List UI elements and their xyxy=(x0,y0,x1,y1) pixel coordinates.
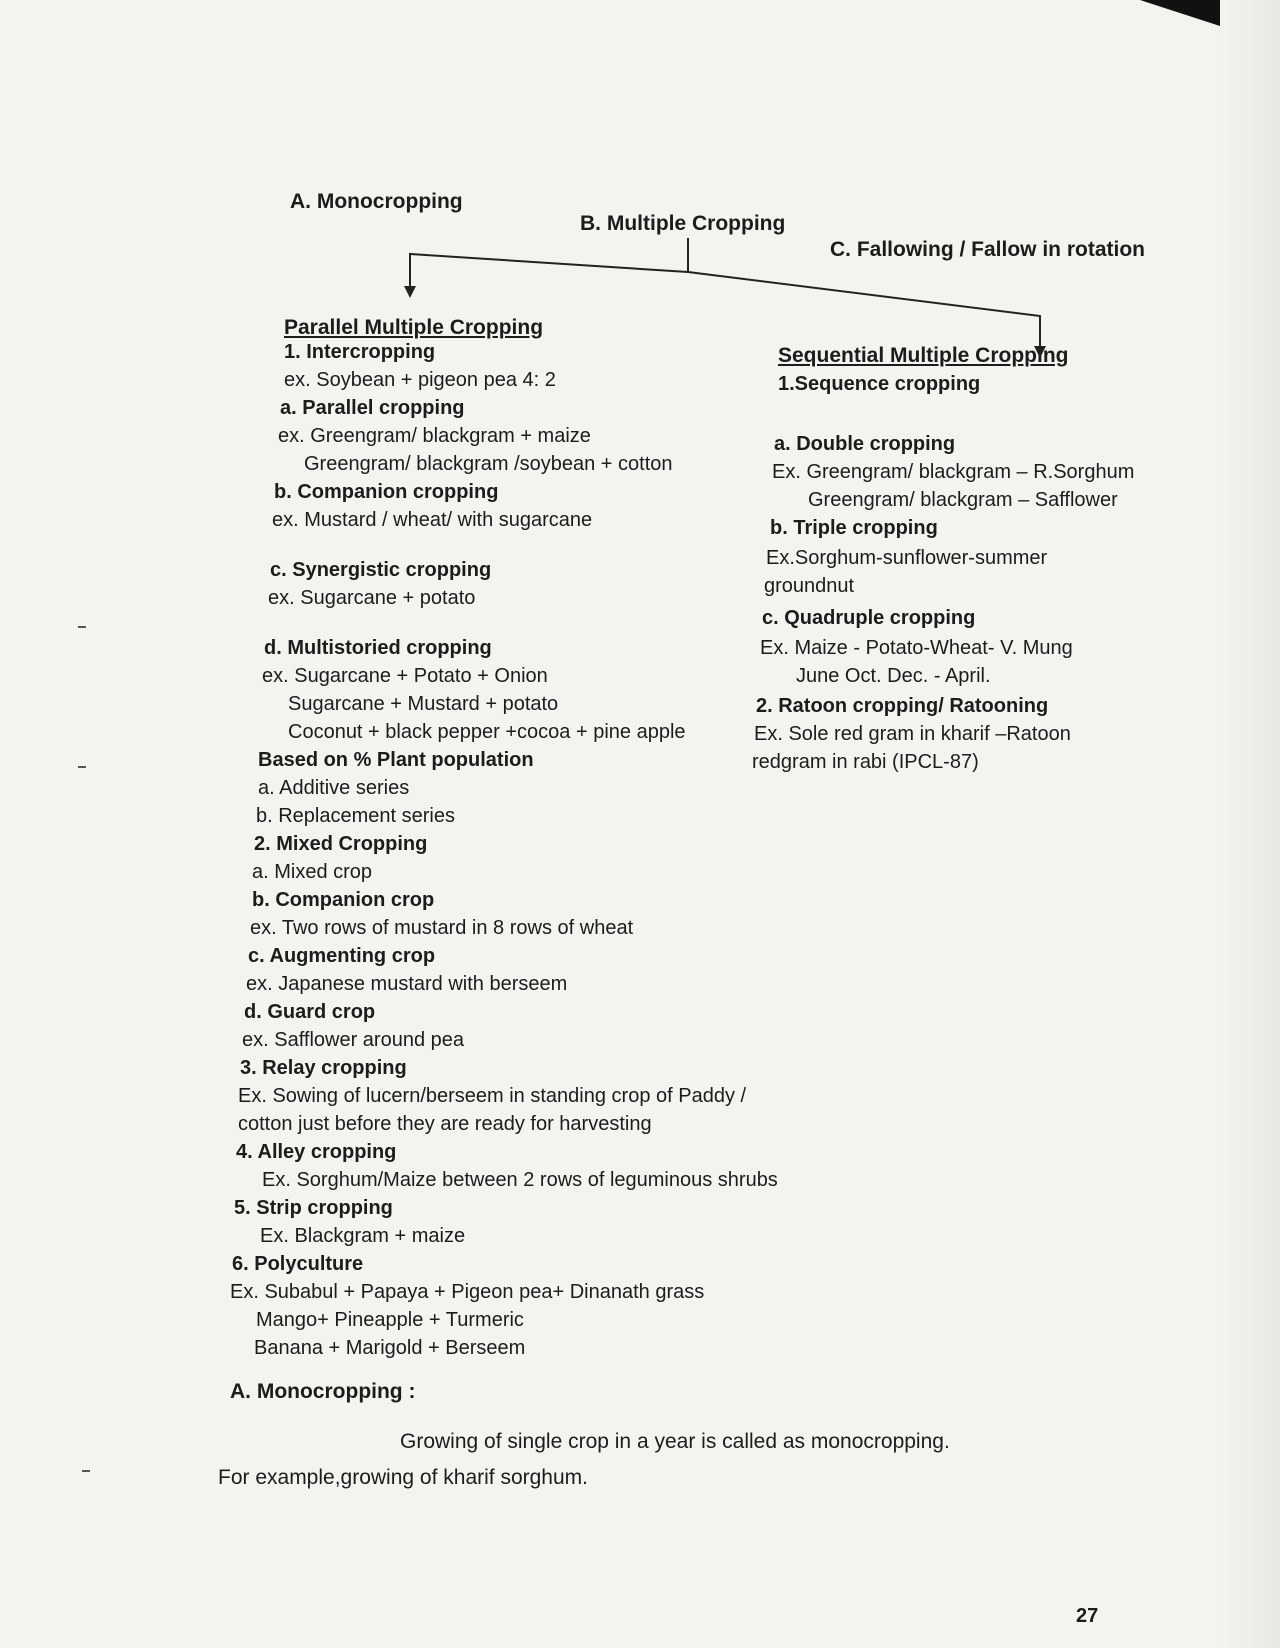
page-number: 27 xyxy=(1076,1605,1099,1627)
left-section-heading: 4. Alley cropping xyxy=(236,1141,397,1163)
left-section-heading: b. Companion cropping xyxy=(274,481,499,503)
margin-mark xyxy=(82,1470,90,1472)
left-example-line: Mango+ Pineapple + Turmeric xyxy=(256,1309,524,1331)
sequential-cropping-title: Sequential Multiple Cropping xyxy=(778,344,1069,367)
right-example-line: Ex. Sole red gram in kharif –Ratoon xyxy=(754,723,1071,745)
right-section-heading: a. Double cropping xyxy=(774,433,956,455)
left-example-line: Coconut + black pepper +cocoa + pine apple xyxy=(288,721,686,743)
left-section-heading: d. Guard crop xyxy=(244,1001,376,1023)
right-example-line: Greengram/ blackgram – Safflower xyxy=(808,489,1118,511)
right-example-line: groundnut xyxy=(764,575,855,597)
heading-multiple-cropping: B. Multiple Cropping xyxy=(580,212,786,235)
left-example-line: ex. Safflower around pea xyxy=(242,1029,465,1051)
left-example-line: Ex. Blackgram + maize xyxy=(260,1225,466,1247)
left-section-heading: c. Synergistic cropping xyxy=(270,559,492,581)
heading-fallowing: C. Fallowing / Fallow in rotation xyxy=(830,238,1145,261)
right-example-line: Ex. Greengram/ blackgram – R.Sorghum xyxy=(772,461,1135,483)
right-section-heading: c. Quadruple cropping xyxy=(762,607,976,629)
left-section-heading: a. Parallel cropping xyxy=(280,397,465,419)
left-section-heading: 6. Polyculture xyxy=(232,1253,364,1275)
left-example-line: ex. Soybean + pigeon pea 4: 2 xyxy=(284,369,556,391)
left-section-heading: d. Multistoried cropping xyxy=(264,637,492,659)
left-example-line: Ex. Sowing of lucern/berseem in standing crop of Paddy / xyxy=(238,1085,747,1107)
left-section-heading: c. Augmenting crop xyxy=(248,945,436,967)
left-example-line: b. Replacement series xyxy=(256,805,455,827)
right-example-line: Ex. Maize - Potato-Wheat- V. Mung xyxy=(760,637,1073,659)
left-example-line: a. Additive series xyxy=(258,777,410,799)
left-example-line: Sugarcane + Mustard + potato xyxy=(288,693,559,715)
left-example-line: ex. Mustard / wheat/ with sugarcane xyxy=(272,509,593,531)
left-section-heading: 1. Intercropping xyxy=(284,341,436,363)
right-section-heading: 2. Ratoon cropping/ Ratooning xyxy=(756,695,1049,717)
monocropping-example: For example,growing of kharif sorghum. xyxy=(218,1466,588,1489)
left-example-line: a. Mixed crop xyxy=(252,861,373,883)
left-example-line: Ex. Subabul + Papaya + Pigeon pea+ Dinanath grass xyxy=(230,1281,705,1303)
left-section-heading: b. Companion crop xyxy=(252,889,435,911)
right-example-line: June Oct. Dec. - April. xyxy=(796,665,991,687)
margin-mark xyxy=(78,766,86,768)
left-example-line: Ex. Sorghum/Maize between 2 rows of leguminous shrubs xyxy=(262,1169,778,1191)
left-section-heading: 3. Relay cropping xyxy=(240,1057,407,1079)
right-section-heading: 1.Sequence cropping xyxy=(778,373,981,395)
left-example-line: Banana + Marigold + Berseem xyxy=(254,1337,526,1359)
heading-monocropping: A. Monocropping xyxy=(290,190,463,213)
left-section-heading: 5. Strip cropping xyxy=(234,1197,393,1219)
left-example-line: ex. Sugarcane + potato xyxy=(268,587,476,609)
tree-connector xyxy=(0,0,1280,400)
right-example-line: Ex.Sorghum-sunflower-summer xyxy=(766,547,1048,569)
monocropping-heading: A. Monocropping : xyxy=(230,1380,416,1403)
left-example-line: ex. Sugarcane + Potato + Onion xyxy=(262,665,548,687)
margin-mark xyxy=(78,626,86,628)
left-example-line: ex. Two rows of mustard in 8 rows of wheat xyxy=(250,917,634,939)
left-example-line: Greengram/ blackgram /soybean + cotton xyxy=(304,453,673,475)
left-section-heading: 2. Mixed Cropping xyxy=(254,833,428,855)
left-section-heading: Based on % Plant population xyxy=(258,749,534,771)
left-example-line: ex. Greengram/ blackgram + maize xyxy=(278,425,591,447)
parallel-cropping-title: Parallel Multiple Cropping xyxy=(284,316,544,339)
right-example-line: redgram in rabi (IPCL-87) xyxy=(752,751,979,773)
monocropping-definition: Growing of single crop in a year is called as monocropping. xyxy=(400,1430,950,1453)
left-example-line: ex. Japanese mustard with berseem xyxy=(246,973,568,995)
left-example-line: cotton just before they are ready for harvesting xyxy=(238,1113,652,1135)
right-section-heading: b. Triple cropping xyxy=(770,517,938,539)
